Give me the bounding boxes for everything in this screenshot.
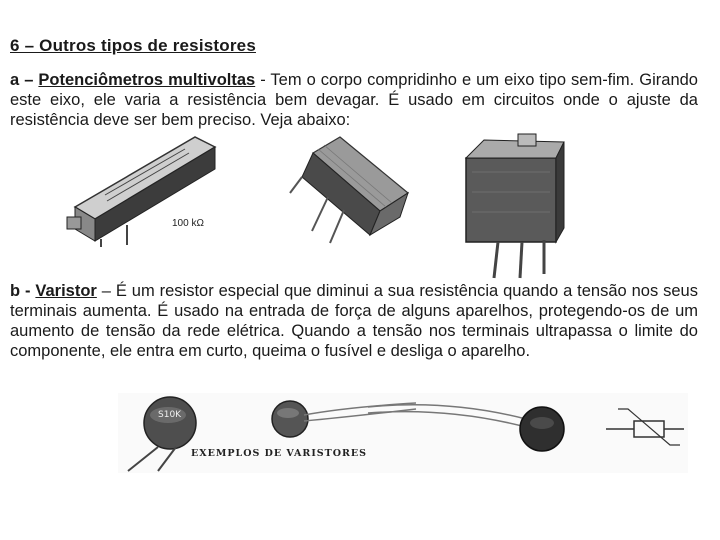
varistor-caption: EXEMPLOS DE VARISTORES [191,448,367,459]
item-marker-a: a – [10,71,39,89]
varistor-marking: S10K [158,410,182,420]
potentiometer-long-image [65,135,225,247]
potentiometer-square-image [460,132,570,280]
term-multiturn-potentiometers: Potenciômetros multivoltas [38,71,256,89]
potentiometer-rectangular-image [288,135,413,247]
section-heading: 6 – Outros tipos de resistores [10,36,256,55]
paragraph-multiturn-potentiometer [10,70,698,130]
paragraph-b-text: – É um resistor especial que diminui a sua resistência quando a tensão nos seus terminais aumenta. É usado na entrada de força de alguns aparelhos, protegendo-os de um aumento de tensão da rede elétrica. Quando a tensão nos terminais ultrapassa o limite do componente, ele entra em curto, queima o fusível e desliga o aparelho. [10,282,698,360]
potentiometer-value-label: 100 kΩ [172,218,204,229]
paragraph-varistor [10,281,698,361]
item-marker-b: b - [10,282,36,300]
paragraph-a-text: - Tem o corpo compridinho e um eixo tipo sem-fim. Girando este eixo, ele varia a resistência bem devagar. É usado em circuitos onde o ajuste da resistência deve ser bem preciso. Veja abaixo: [10,71,698,129]
varistor-examples-image [118,393,688,473]
term-varistor: Varistor [35,282,97,300]
